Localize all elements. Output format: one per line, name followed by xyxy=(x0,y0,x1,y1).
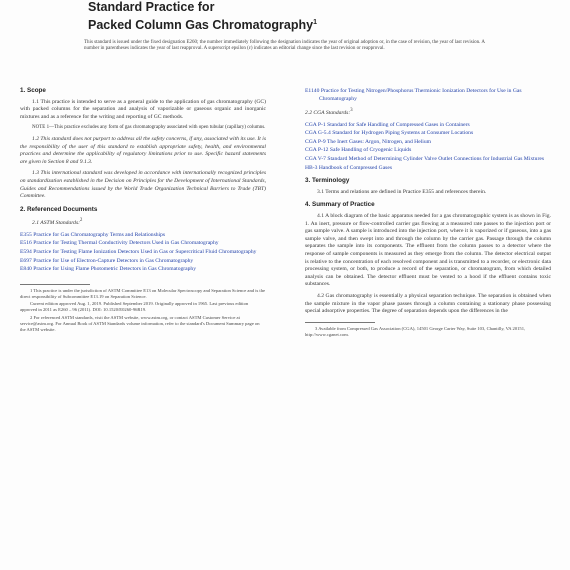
ref-link-e1140[interactable] xyxy=(305,88,551,103)
cga-ref-link[interactable] xyxy=(305,130,551,138)
ref-code: CGA G-5.4 xyxy=(305,130,331,137)
cga-ref-link[interactable] xyxy=(305,156,551,164)
section-heading-referenced-documents: 2. Referenced Documents xyxy=(20,205,98,213)
cga-label-text: 2.2 CGA Standards: xyxy=(305,110,351,117)
section-heading-scope: 1. Scope xyxy=(20,87,46,94)
footnote-1: 1 This practice is under the jurisdiction of ASTM Committee E13 on Molecular Spectroscopy and Separation Science and is the direct responsibility of Subcommittee E13.19 on Separation Science. xyxy=(20,287,266,299)
summary-4-2: 4.2 Gas chromatography is essentially a physical separation technique. The separation is obtained when the sample mixture in the vapor phase passes through a column containing a stationary phase possessing special adsorptive properties. The degree of separation depends upon the differences in the xyxy=(305,292,551,315)
ref-title: Standard Method of Determining Cylinder Valve Outlet Connections for Industrial Gas Mixtures xyxy=(327,156,545,163)
footnote-1-edition: Current edition approved Aug. 1, 2019. Published September 2019. Originally approved in 1965. Last previous edition approved in 2011 as E260 – 96 (2011). DOI: 10.1520/E0260-96R19. xyxy=(20,301,249,313)
footnote-divider xyxy=(20,284,90,285)
title-line-2-text: Packed Column Gas Chromatography xyxy=(88,18,314,33)
title-line-1: Standard Practice for xyxy=(88,0,215,14)
ref-code: HB-3 xyxy=(305,164,318,171)
ref-link[interactable] xyxy=(20,266,266,274)
designation-note: This standard is issued under the fixed designation E260; the number immediately following the designation indicates the year of original adoption or, in the case of revision, the year of last revision. A number in parentheses indicates the year of last reapproval. A superscript epsilon (ε) indicates an editorial change since the last revision or reapproval. xyxy=(84,40,485,51)
section-heading-terminology: 3. Terminology xyxy=(305,177,350,185)
ref-title: Standard for Safe Handling of Compressed Gases in Containers xyxy=(327,121,470,128)
cga-standards-label xyxy=(305,107,551,117)
summary-4-1: 4.1 A block diagram of the basic apparatus needed for a gas chromatographic system is as shown in Fig. 1. An inert, pressure or flow-controlled carrier gas flowing at a measured rate passes to the injection port or gas sample valve. A sample is introduced into the injection port, where it is vaporized or if gaseous, into a gas sample valve, and then swept into and through the column by the carrier gas. Passage through the column separates the sample into its components. The effluent from the column passes to a detector where the response of sample components is measured as they emerge from the column. The detector electrical output is relative to the concentration of each resolved component and is transmitted to a recorder, or electronic data processing system, or both, to produce a record of the separation, or chromatogram, from which detailed analysis can be obtained. The detector effluent must be vented to a hood if the effluent contains toxic substances. xyxy=(305,212,551,288)
ref-title: Practice for Gas Chromatography Terms and Relationships xyxy=(33,231,166,238)
scope-1-3: 1.3 This international standard was developed in accordance with internationally recognized principles on standardization established in the Decision on Principles for the Development of International Standards, Guides and Recommendations issued by the World Trade Organization Technical Barriers to Trade (TBT) Committee. xyxy=(20,170,266,200)
ref-title: Practice for Testing Flame Ionization Detectors Used in Gas or Supercritical Fluid Chromatography xyxy=(33,248,257,255)
title-line-2 xyxy=(88,15,317,33)
section-heading-summary: 4. Summary of Practice xyxy=(305,201,375,209)
right-column xyxy=(305,88,551,339)
ref-title: Standard for Hydrogen Piping Systems at Consumer Locations xyxy=(332,130,474,137)
astm-standards-label xyxy=(20,217,266,227)
cga-ref-link[interactable] xyxy=(305,139,551,147)
left-column xyxy=(20,82,266,334)
footnote-2: 2 For referenced ASTM standards, visit the ASTM website, www.astm.org, or contact ASTM Customer Service at service@astm.org. For Annual Book of ASTM Standards volume information, refer to the standard's Document Summary page on the ASTM website. xyxy=(20,314,260,332)
ref-title: Practice for Using Flame Photometric Detectors in Gas Chromatography xyxy=(33,266,197,273)
ref-title: Practice for Testing Nitrogen/Phosphorus Thermionic Ionization Detectors for Use in Gas Chromatography xyxy=(319,88,522,102)
ref-title: Practice for Testing Thermal Conductivity Detectors Used in Gas Chromatography xyxy=(33,240,219,247)
ref-link[interactable] xyxy=(20,258,266,266)
ref-code: E1140 xyxy=(305,88,320,94)
astm-label-text: 2.1 ASTM Standards: xyxy=(32,220,81,227)
ref-link[interactable] xyxy=(20,240,266,248)
ref-title: Practice for Use of Electron-Capture Detectors in Gas Chromatography xyxy=(33,257,194,264)
document-title xyxy=(88,0,317,33)
ref-code: CGA V-7 xyxy=(305,156,326,163)
footnote-3: 3 Available from Compressed Gas Association (CGA), 14501 George Carter Way, Suite 103, Chantilly, VA 20151, http://www.cganet.com. xyxy=(305,325,526,337)
ref-title: Safe Handling of Cryogenic Liquids xyxy=(329,147,412,154)
ref-link[interactable] xyxy=(20,232,266,240)
scope-1-2: 1.2 This standard does not purport to address all the safety concerns, if any, associated with its use. It is the responsibility of the user of this standard to establish appropriate safety, health, and environmental practices and determine the applicability of regulatory limitations prior to use. Specific hazard statements are given in Section 8 and 9.1.3. xyxy=(20,135,266,165)
ref-code: CGA P-9 xyxy=(305,138,326,145)
ref-code: E516 xyxy=(20,240,32,247)
ref-code: E840 xyxy=(20,266,32,273)
cga-ref-link[interactable] xyxy=(305,165,551,173)
cga-ref-link[interactable] xyxy=(305,147,551,155)
ref-title: The Inert Gases: Argon, Nitrogen, and Helium xyxy=(326,138,431,145)
ref-code: CGA P-12 xyxy=(305,147,329,154)
scope-1-1: 1.1 This practice is intended to serve as a general guide to the application of gas chromatography (GC) with packed columns for the separation and analysis of vaporizable or gaseous organic and inorganic mixtures and as a reference for the writing and reporting of GC methods. xyxy=(20,98,266,120)
ref-title: Handbook of Compressed Gases xyxy=(318,164,393,171)
cga-footnote-marker: 3 xyxy=(350,108,353,114)
ref-code: E697 xyxy=(20,257,32,264)
ref-code: CGA P-1 xyxy=(305,121,326,128)
ref-link[interactable] xyxy=(20,249,266,257)
astm-footnote-marker: 2 xyxy=(80,218,83,224)
ref-code: E594 xyxy=(20,248,32,255)
cga-ref-link[interactable] xyxy=(305,122,551,130)
note-1: NOTE 1—This practice excludes any form of gas chromatography associated with open tubular (capillary) columns. xyxy=(32,125,266,131)
footnote-divider-right xyxy=(305,322,375,323)
ref-code: E355 xyxy=(20,231,32,238)
terminology-3-1: 3.1 Terms and relations are defined in Practice E355 and references therein. xyxy=(317,188,487,195)
title-footnote-marker: 1 xyxy=(313,19,317,26)
